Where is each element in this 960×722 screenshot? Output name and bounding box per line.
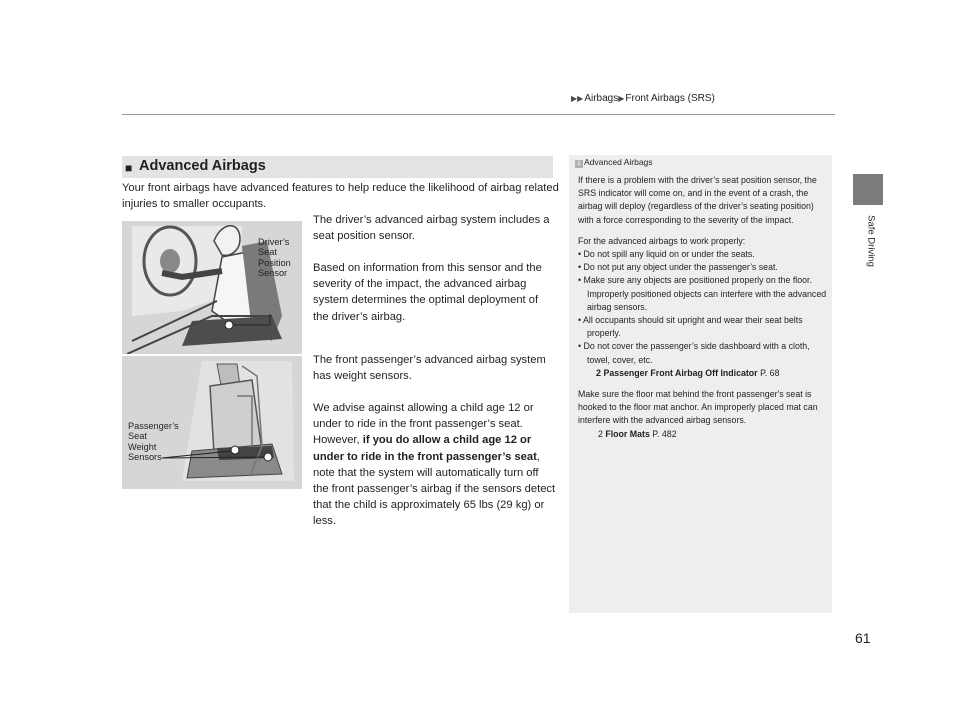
child-advice-text-a: We advise against allowing a child age 12 or under to ride in the front passenger’s seat. However, (313, 402, 534, 447)
notes-bullet: • All occupants should sit upright and wear their seat belts properly. (578, 315, 803, 339)
notes-paragraph-2: For the advanced airbags to work properly: (578, 235, 746, 246)
notes-bullet: • Make sure any objects are positioned properly on the floor. Improperly positioned objects can interfere with the advanced airbag sensors. (578, 275, 827, 312)
page-number: 61 (855, 630, 871, 646)
breadcrumb-arrow-icon: ▶▶ (571, 94, 584, 103)
notes-paragraph-1: If there is a problem with the driver’s seat position sensor, the SRS indicator will come on, and in the event of a crash, the airbag will deploy (regardless of the driver’s seating position) with a force corresponding to the severity of the impact. (578, 175, 817, 225)
note-number-icon: 1 (575, 160, 583, 168)
intro-paragraph: Your front airbags have advanced features to help reduce the likelihood of airbag related injuries to smaller occupants. (122, 182, 559, 210)
notes-body (578, 174, 828, 441)
chapter-tab[interactable] (853, 206, 883, 276)
chapter-tab-marker (853, 174, 883, 205)
driver-sensor-label: Driver’s Seat Position Sensor (258, 237, 291, 279)
cross-reference-link[interactable]: 2 Floor Mats P. 482 (598, 428, 677, 439)
notes-bullet: • Do not cover the passenger’s side dashboard with a cloth, towel, cover, etc. (578, 341, 810, 365)
section-title: Advanced Airbags (139, 158, 266, 174)
section-square-icon: ■ (125, 161, 133, 175)
notes-title: 1 Advanced Airbags (575, 157, 653, 168)
notes-paragraph-3: Make sure the floor mat behind the front passenger's seat is hooked to the floor mat anchor. An improperly placed mat can interfere with the advanced airbag sensors. (578, 389, 818, 426)
breadcrumb-item-front-airbags[interactable]: Front Airbags (SRS) (625, 93, 715, 104)
breadcrumb (571, 93, 715, 104)
passenger-seat-figure (122, 356, 302, 489)
notes-sidebar (569, 155, 832, 613)
chapter-tab-label: Safe Driving (865, 215, 877, 267)
cross-reference-link[interactable]: 2 Passenger Front Airbag Off Indicator P. 68 (596, 367, 780, 378)
passenger-sensor-label: Passenger’s Seat Weight Sensors (128, 421, 179, 463)
section-heading (122, 156, 553, 178)
breadcrumb-item-airbags[interactable]: Airbags (584, 93, 619, 104)
reference-arrow-icon: 2 (598, 428, 603, 439)
child-advice-bold: if you do allow a child age 12 or under to ride in the front passenger’s seat (313, 434, 537, 463)
driver-seat-figure (122, 221, 302, 354)
notes-bullet: • Do not spill any liquid on or under the seats. (578, 249, 755, 260)
child-advice-text-b: , note that the system will automatically turn off the front passenger’s airbag if the sensors detect that the child is approximately 65 lbs (29 kg) or less. (313, 450, 556, 528)
driver-sensor-paragraph: The driver’s advanced airbag system includes a seat position sensor. (313, 214, 550, 243)
deployment-paragraph: Based on information from this sensor and the severity of the impact, the advanced airbag system determines the optimal deployment of the driver’s airbag. (313, 262, 542, 323)
child-advice-paragraph (313, 400, 556, 530)
notes-bullet: • Do not put any object under the passenger’s seat. (578, 262, 778, 273)
header-rule (122, 114, 835, 115)
reference-arrow-icon: 2 (596, 367, 602, 378)
passenger-sensor-paragraph: The front passenger’s advanced airbag system has weight sensors. (313, 354, 546, 383)
breadcrumb-arrow-icon: ▶ (618, 94, 625, 103)
